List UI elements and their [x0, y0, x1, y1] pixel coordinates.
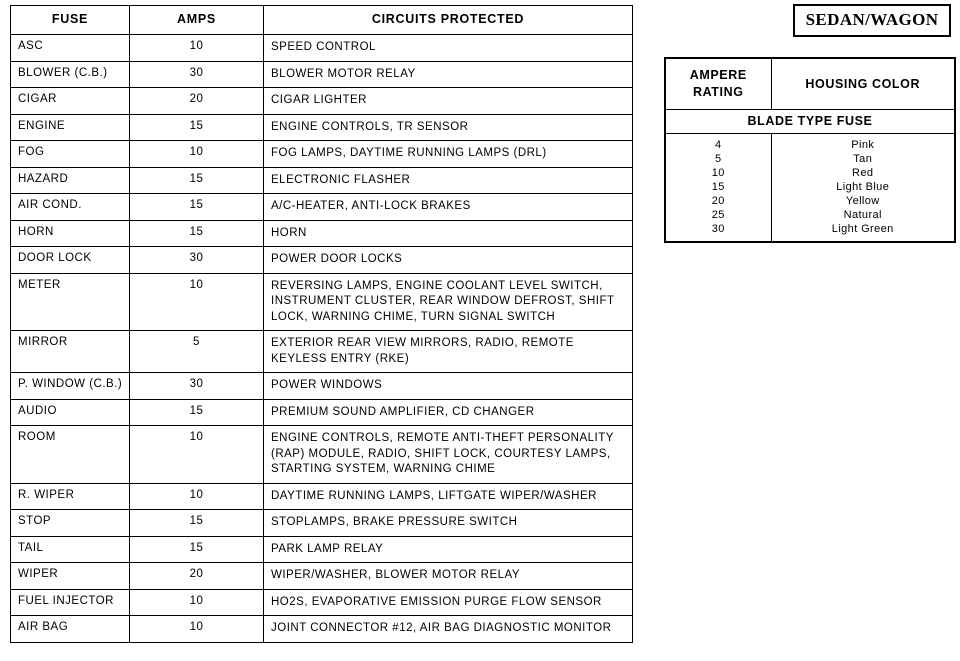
cell-circuits-protected: ENGINE CONTROLS, REMOTE ANTI-THEFT PERSONALITY (RAP) MODULE, RADIO, SHIFT LOCK, COURTESY LAMPS, STARTING SYSTEM, WARNING CHIME	[264, 426, 633, 484]
cell-circuits-protected: FOG LAMPS, DAYTIME RUNNING LAMPS (DRL)	[264, 141, 633, 168]
cell-amps: 10	[130, 141, 264, 168]
table-row	[11, 589, 633, 616]
cell-circuits-protected: A/C-HEATER, ANTI-LOCK BRAKES	[264, 194, 633, 221]
column-header-circuits: CIRCUITS PROTECTED	[264, 6, 633, 35]
cell-amps: 15	[130, 399, 264, 426]
table-row	[11, 426, 633, 484]
legend-row	[665, 133, 955, 152]
fuse-table-header-row	[11, 6, 633, 35]
table-row	[11, 194, 633, 221]
legend-header-ampere-line2: RATING	[692, 84, 744, 99]
table-row	[11, 35, 633, 62]
cell-amps: 30	[130, 373, 264, 400]
table-row	[11, 247, 633, 274]
table-row	[11, 563, 633, 590]
cell-fuse-name: WIPER	[11, 563, 130, 590]
cell-fuse-name: AIR COND.	[11, 194, 130, 221]
cell-circuits-protected: EXTERIOR REAR VIEW MIRRORS, RADIO, REMOTE KEYLESS ENTRY (RKE)	[264, 331, 633, 373]
legend-row	[665, 166, 955, 180]
legend-cell-amps: 30	[665, 222, 771, 242]
column-header-amps: AMPS	[130, 6, 264, 35]
cell-circuits-protected: STOPLAMPS, BRAKE PRESSURE SWITCH	[264, 510, 633, 537]
legend-cell-color: Natural	[771, 208, 955, 222]
cell-circuits-protected: PREMIUM SOUND AMPLIFIER, CD CHANGER	[264, 399, 633, 426]
legend-cell-amps: 5	[665, 152, 771, 166]
table-row	[11, 399, 633, 426]
table-row	[11, 88, 633, 115]
cell-fuse-name: ROOM	[11, 426, 130, 484]
table-row	[11, 536, 633, 563]
cell-amps: 30	[130, 61, 264, 88]
legend-cell-color: Pink	[771, 133, 955, 152]
cell-amps: 10	[130, 35, 264, 62]
legend-cell-amps: 15	[665, 180, 771, 194]
legend-header-ampere-rating	[665, 58, 771, 109]
legend-header-housing-color: HOUSING COLOR	[771, 58, 955, 109]
column-header-fuse: FUSE	[11, 6, 130, 35]
table-row	[11, 220, 633, 247]
legend-cell-amps: 25	[665, 208, 771, 222]
legend-row	[665, 152, 955, 166]
cell-fuse-name: FOG	[11, 141, 130, 168]
table-row	[11, 273, 633, 331]
cell-fuse-name: BLOWER (C.B.)	[11, 61, 130, 88]
cell-circuits-protected: POWER WINDOWS	[264, 373, 633, 400]
cell-circuits-protected: PARK LAMP RELAY	[264, 536, 633, 563]
sedan-wagon-title: SEDAN/WAGON	[793, 4, 951, 37]
cell-fuse-name: MIRROR	[11, 331, 130, 373]
cell-fuse-name: AUDIO	[11, 399, 130, 426]
cell-circuits-protected: ELECTRONIC FLASHER	[264, 167, 633, 194]
table-row	[11, 616, 633, 643]
cell-circuits-protected: REVERSING LAMPS, ENGINE COOLANT LEVEL SWITCH, INSTRUMENT CLUSTER, REAR WINDOW DEFROST, SHIFT LOCK, WARNING CHIME, TURN SIGNAL SWITCH	[264, 273, 633, 331]
cell-circuits-protected: SPEED CONTROL	[264, 35, 633, 62]
table-row	[11, 167, 633, 194]
table-row	[11, 483, 633, 510]
legend-cell-color: Light Blue	[771, 180, 955, 194]
cell-fuse-name: STOP	[11, 510, 130, 537]
legend-row	[665, 208, 955, 222]
legend-cell-amps: 10	[665, 166, 771, 180]
blade-fuse-legend-container	[664, 57, 954, 243]
cell-amps: 10	[130, 616, 264, 643]
legend-row	[665, 194, 955, 208]
cell-amps: 15	[130, 220, 264, 247]
table-row	[11, 373, 633, 400]
cell-fuse-name: P. WINDOW (C.B.)	[11, 373, 130, 400]
cell-amps: 15	[130, 114, 264, 141]
cell-circuits-protected: BLOWER MOTOR RELAY	[264, 61, 633, 88]
table-row	[11, 510, 633, 537]
cell-amps: 15	[130, 510, 264, 537]
cell-amps: 20	[130, 88, 264, 115]
cell-circuits-protected: WIPER/WASHER, BLOWER MOTOR RELAY	[264, 563, 633, 590]
table-row	[11, 114, 633, 141]
table-row	[11, 61, 633, 88]
legend-row	[665, 222, 955, 242]
table-row	[11, 141, 633, 168]
cell-fuse-name: METER	[11, 273, 130, 331]
cell-amps: 10	[130, 273, 264, 331]
legend-cell-amps: 4	[665, 133, 771, 152]
cell-fuse-name: FUEL INJECTOR	[11, 589, 130, 616]
cell-circuits-protected: DAYTIME RUNNING LAMPS, LIFTGATE WIPER/WASHER	[264, 483, 633, 510]
cell-circuits-protected: HORN	[264, 220, 633, 247]
cell-fuse-name: HORN	[11, 220, 130, 247]
legend-cell-color: Red	[771, 166, 955, 180]
legend-blade-title-row	[665, 109, 955, 133]
legend-cell-color: Tan	[771, 152, 955, 166]
cell-circuits-protected: CIGAR LIGHTER	[264, 88, 633, 115]
cell-amps: 15	[130, 194, 264, 221]
cell-fuse-name: CIGAR	[11, 88, 130, 115]
cell-fuse-name: TAIL	[11, 536, 130, 563]
cell-amps: 20	[130, 563, 264, 590]
cell-amps: 15	[130, 536, 264, 563]
legend-header-row	[665, 58, 955, 109]
legend-header-ampere-line1: AMPERE	[689, 68, 747, 82]
legend-cell-color: Light Green	[771, 222, 955, 242]
cell-amps: 30	[130, 247, 264, 274]
cell-circuits-protected: ENGINE CONTROLS, TR SENSOR	[264, 114, 633, 141]
fuse-table	[10, 5, 633, 643]
legend-blade-type-title: BLADE TYPE FUSE	[665, 109, 955, 133]
cell-circuits-protected: JOINT CONNECTOR #12, AIR BAG DIAGNOSTIC MONITOR	[264, 616, 633, 643]
cell-fuse-name: ASC	[11, 35, 130, 62]
legend-row	[665, 180, 955, 194]
fuse-table-container	[10, 5, 632, 643]
cell-amps: 15	[130, 167, 264, 194]
legend-cell-amps: 20	[665, 194, 771, 208]
cell-circuits-protected: POWER DOOR LOCKS	[264, 247, 633, 274]
cell-fuse-name: R. WIPER	[11, 483, 130, 510]
cell-amps: 10	[130, 589, 264, 616]
cell-amps: 10	[130, 483, 264, 510]
cell-fuse-name: DOOR LOCK	[11, 247, 130, 274]
cell-fuse-name: ENGINE	[11, 114, 130, 141]
table-row	[11, 331, 633, 373]
cell-fuse-name: AIR BAG	[11, 616, 130, 643]
cell-amps: 10	[130, 426, 264, 484]
cell-amps: 5	[130, 331, 264, 373]
cell-circuits-protected: HO2S, EVAPORATIVE EMISSION PURGE FLOW SENSOR	[264, 589, 633, 616]
blade-fuse-legend-table	[664, 57, 956, 243]
legend-cell-color: Yellow	[771, 194, 955, 208]
cell-fuse-name: HAZARD	[11, 167, 130, 194]
